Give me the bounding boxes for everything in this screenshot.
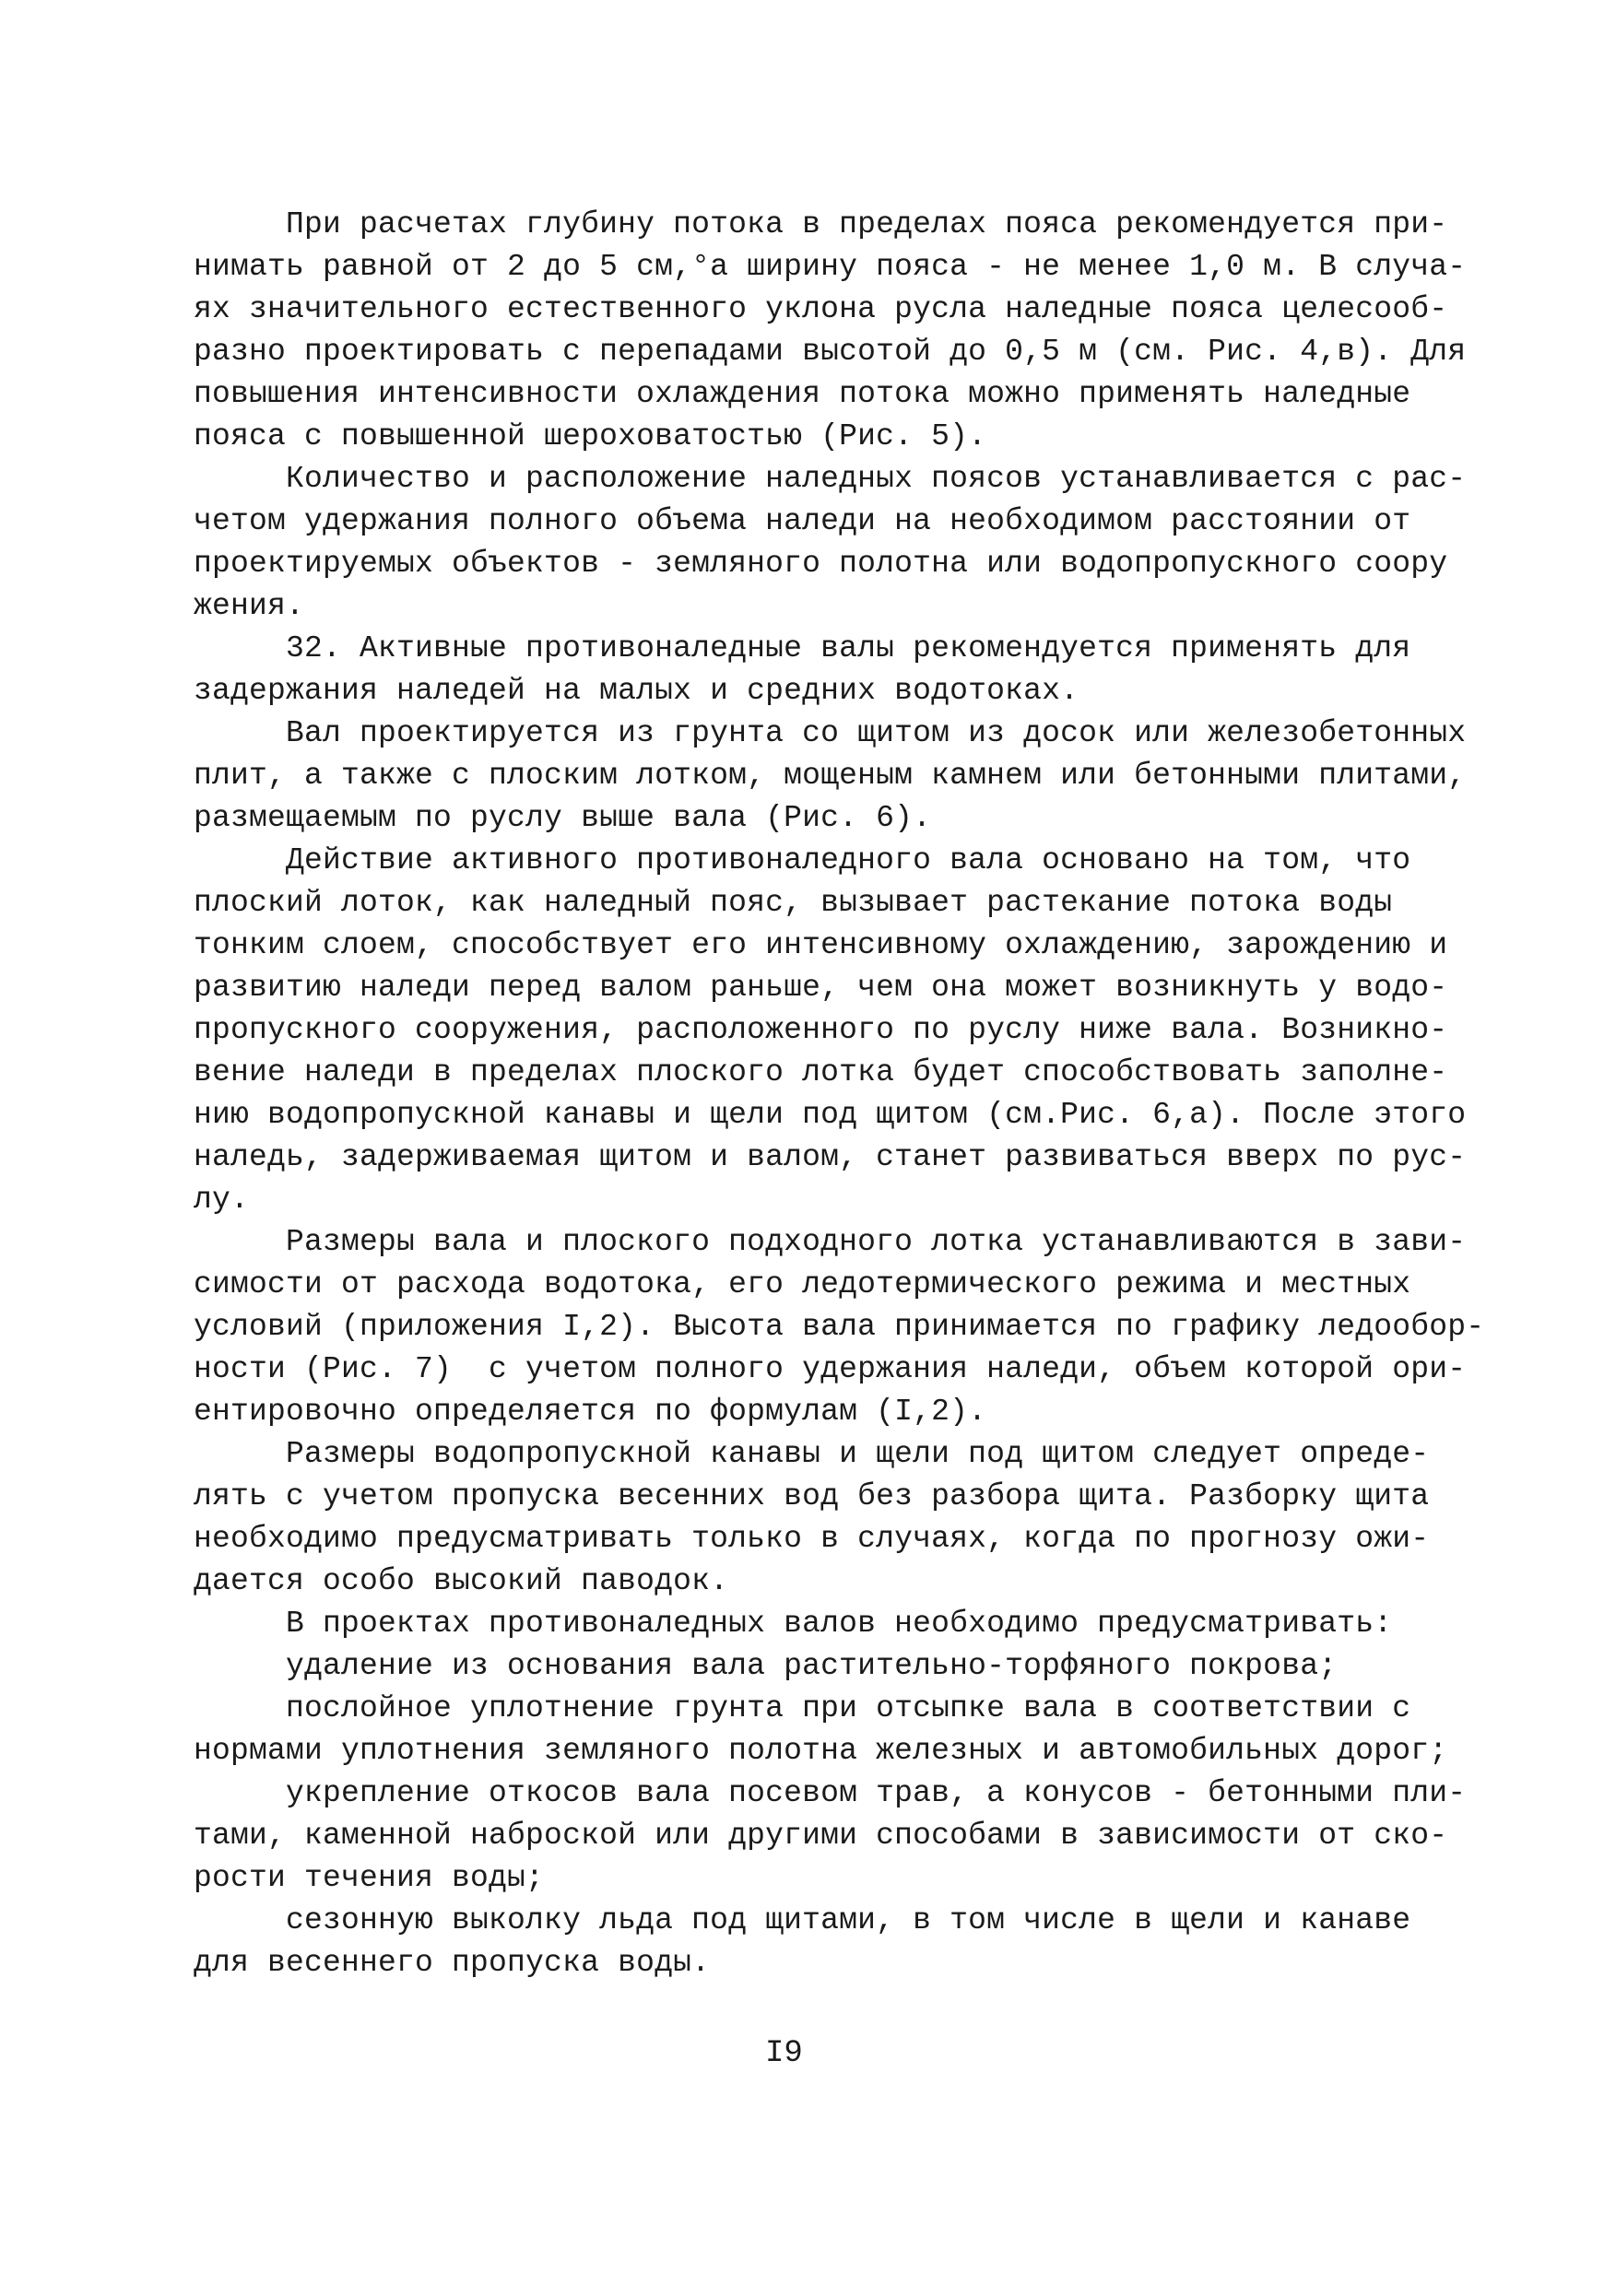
text-line: плоский лоток, как наледный пояс, вызывает растекание потока воды	[194, 886, 1393, 920]
text-line: жения.	[194, 589, 305, 623]
text-line: Количество и расположение наледных поясов устанавливается с рас-	[194, 462, 1467, 496]
text-line: четом удержания полного объема наледи на необходимом расстоянии от	[194, 504, 1411, 538]
text-line: наледь, задерживаемая щитом и валом, станет развиваться вверх по рус-	[194, 1140, 1467, 1174]
text-line: Действие активного противоналедного вала основано на том, что	[194, 843, 1411, 877]
text-line: разно проектировать с перепадами высотой до 0,5 м (см. Рис. 4,в). Для	[194, 335, 1467, 369]
text-line: развитию наледи перед валом раньше, чем она может возникнуть у водо-	[194, 971, 1448, 1005]
text-line: для весеннего пропуска воды.	[194, 1946, 711, 1980]
text-line: лу.	[194, 1183, 250, 1217]
text-line: пропускного сооружения, расположенного по руслу ниже вала. Возникно-	[194, 1013, 1448, 1047]
text-line: рости течения воды;	[194, 1861, 545, 1895]
text-line: нормами уплотнения земляного полотна железных и автомобильных дорог;	[194, 1734, 1448, 1768]
text-line: дается особо высокий паводок.	[194, 1564, 729, 1598]
text-line: повышения интенсивности охлаждения потока можно применять наледные	[194, 377, 1411, 411]
text-line: Вал проектируется из грунта со щитом из досок или железобетонных	[194, 716, 1467, 750]
text-line: условий (приложения I,2). Высота вала принимается по графику ледообор-	[194, 1310, 1485, 1344]
text-line: ях значительного естественного уклона русла наледные пояса целесооб-	[194, 292, 1448, 326]
text-line: размещаемым по руслу выше вала (Рис. 6).	[194, 801, 932, 835]
text-line: симости от расхода водотока, его ледотермического режима и местных	[194, 1267, 1411, 1301]
text-line: ентировочно определяется по формулам (I,2).	[194, 1395, 987, 1429]
text-line: нимать равной от 2 до 5 см,°а ширину пояса - не менее 1,0 м. В случа-	[194, 250, 1467, 284]
text-line: задержания наледей на малых и средних водотоках.	[194, 674, 1079, 708]
text-line: При расчетах глубину потока в пределах пояса рекомендуется при-	[194, 207, 1448, 241]
text-line: тонким слоем, способствует его интенсивному охлаждению, зарождению и	[194, 928, 1448, 962]
text-line: укрепление откосов вала посевом трав, а конусов - бетонными пли-	[194, 1776, 1467, 1810]
text-line: вение наледи в пределах плоского лотка будет способствовать заполне-	[194, 1055, 1448, 1089]
text-line: Размеры вала и плоского подходного лотка устанавливаются в зави-	[194, 1225, 1467, 1259]
text-line: Размеры водопропускной канавы и щели под щитом следует опреде-	[194, 1437, 1430, 1471]
text-line: проектируемых объектов - земляного полотна или водопропускного соору	[194, 547, 1448, 581]
text-line: удаление из основания вала растительно-торфяного покрова;	[194, 1649, 1338, 1683]
page-number: I9	[765, 2036, 803, 2071]
text-line: необходимо предусматривать только в случаях, когда по прогнозу ожи-	[194, 1522, 1430, 1556]
text-line: тами, каменной наброской или другими способами в зависимости от ско-	[194, 1819, 1448, 1853]
text-line: сезонную выколку льда под щитами, в том числе в щели и канаве	[194, 1903, 1411, 1937]
text-line: пояса с повышенной шероховатостью (Рис. 5).	[194, 419, 987, 453]
text-line: плит, а также с плоским лотком, мощеным камнем или бетонными плитами,	[194, 759, 1467, 793]
text-line: нию водопропускной канавы и щели под щитом (см.Рис. 6,а). После этого	[194, 1098, 1467, 1132]
text-line: послойное уплотнение грунта при отсыпке вала в соответствии с	[194, 1691, 1411, 1725]
text-line: 32. Активные противоналедные валы рекомендуется применять для	[194, 631, 1411, 665]
text-line: лять с учетом пропуска весенних вод без разбора щита. Разборку щита	[194, 1479, 1430, 1513]
text-line: ности (Рис. 7) с учетом полного удержания наледи, объем которой ори-	[194, 1352, 1467, 1386]
text-line: В проектах противоналедных валов необходимо предусматривать:	[194, 1607, 1393, 1641]
